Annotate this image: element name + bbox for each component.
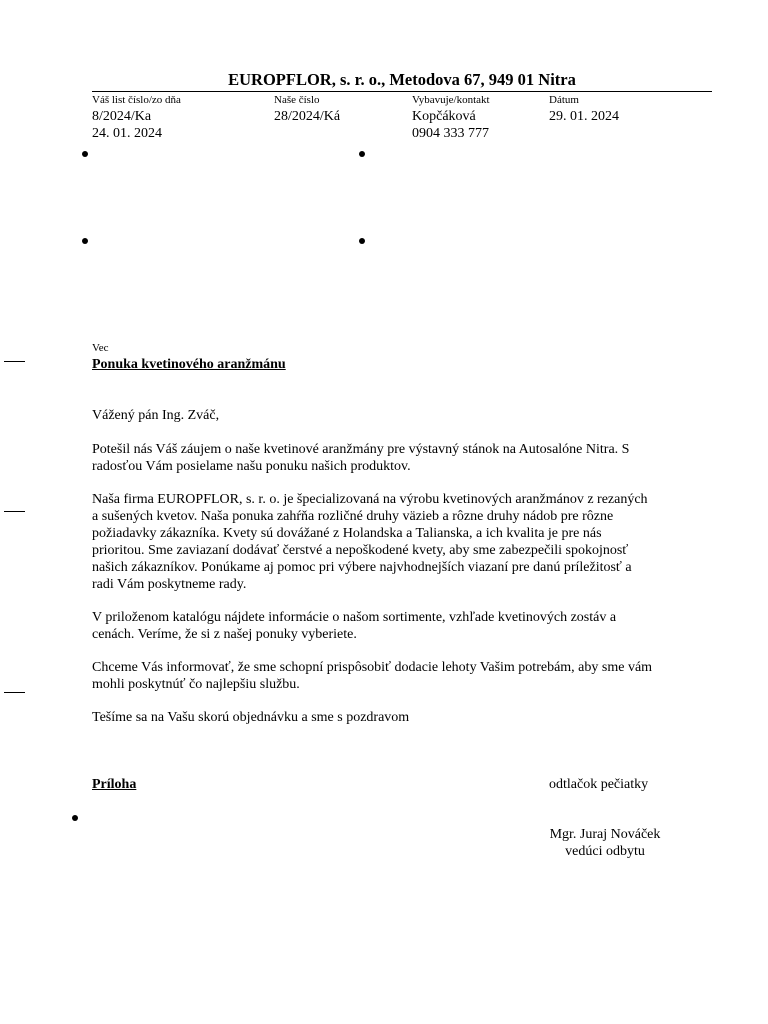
text-line: požiadavky zákazníka. Kvety sú dovážané z Holandska a Talianska, a ich kvalita je pre nás xyxy=(92,526,602,541)
date-label: Dátum xyxy=(549,94,579,106)
your-letter-label: Váš list číslo/zo dňa xyxy=(92,94,181,106)
fold-mark xyxy=(4,692,25,693)
text-line: radosťou Vám posielame našu ponuku našich produktov. xyxy=(92,459,411,474)
letterhead: EUROPFLOR, s. r. o., Metodova 67, 949 01 Nitra xyxy=(228,70,576,89)
signer-title: vedúci odbytu xyxy=(565,844,645,859)
contact-phone: 0904 333 777 xyxy=(412,126,489,141)
your-letter-number: 8/2024/Ka xyxy=(92,109,152,124)
bullet-marker xyxy=(72,815,78,821)
text-line: Potešil nás Váš záujem o naše kvetinové aranžmány pre výstavný stánok na Autosalóne Nitra. S xyxy=(92,442,630,457)
our-number: 28/2024/Ká xyxy=(274,109,341,124)
our-number-label: Naše číslo xyxy=(274,94,320,106)
text-line: a sušených kvetov. Naša ponuka zahŕňa rozličné druhy väzieb a rôzne druhy nádob pre rôzne xyxy=(92,509,614,524)
signature-block xyxy=(520,826,690,860)
attachment-label: Príloha xyxy=(92,777,137,792)
letter-date: 29. 01. 2024 xyxy=(549,109,619,124)
text-line: mohli poskytnúť čo najlepšiu službu. xyxy=(92,677,300,692)
bullet-marker xyxy=(82,151,88,157)
letterhead-rule xyxy=(92,91,712,92)
text-line: cenách. Veríme, že si z našej ponuky vyberiete. xyxy=(92,627,357,642)
paragraph xyxy=(92,659,722,693)
text-line: Naša firma EUROPFLOR, s. r. o. je špecializovaná na výrobu kvetinových aranžmánov z rezaných xyxy=(92,492,648,507)
fold-mark xyxy=(4,361,25,362)
subject-label: Vec xyxy=(92,342,109,354)
bullet-marker xyxy=(82,238,88,244)
text-line: radi Vám poskytneme rady. xyxy=(92,577,247,592)
paragraph xyxy=(92,441,722,475)
contact-name: Kopčáková xyxy=(412,109,476,124)
subject-title: Ponuka kvetinového aranžmánu xyxy=(92,357,286,372)
paragraph xyxy=(92,609,722,643)
text-line: V priloženom katalógu nájdete informácie o našom sortimente, vzhľade kvetinových zostáv a xyxy=(92,610,617,625)
paragraph xyxy=(92,491,722,593)
signer-name: Mgr. Juraj Nováček xyxy=(549,827,661,842)
closing-line: Tešíme sa na Vašu skorú objednávku a sme s pozdravom xyxy=(92,710,410,725)
stamp-placeholder: odtlačok pečiatky xyxy=(549,777,649,792)
bullet-marker xyxy=(359,238,365,244)
your-letter-date: 24. 01. 2024 xyxy=(92,126,162,141)
text-line: prioritou. Sme zaviazaní dodávať čerstvé a nepoškodené kvety, aby sme zabezpečili spokojnosť xyxy=(92,543,629,558)
text-line: Chceme Vás informovať, že sme schopní prispôsobiť dodacie lehoty Vašim potrebám, aby sme vám xyxy=(92,660,653,675)
text-line: našich zákazníkov. Ponúkame aj pomoc pri výbere najvhodnejších viazaní pre danú príležitosť a xyxy=(92,560,632,575)
bullet-marker xyxy=(359,151,365,157)
fold-mark xyxy=(4,511,25,512)
salutation: Vážený pán Ing. Zváč, xyxy=(92,408,220,423)
contact-label: Vybavuje/kontakt xyxy=(412,94,490,106)
